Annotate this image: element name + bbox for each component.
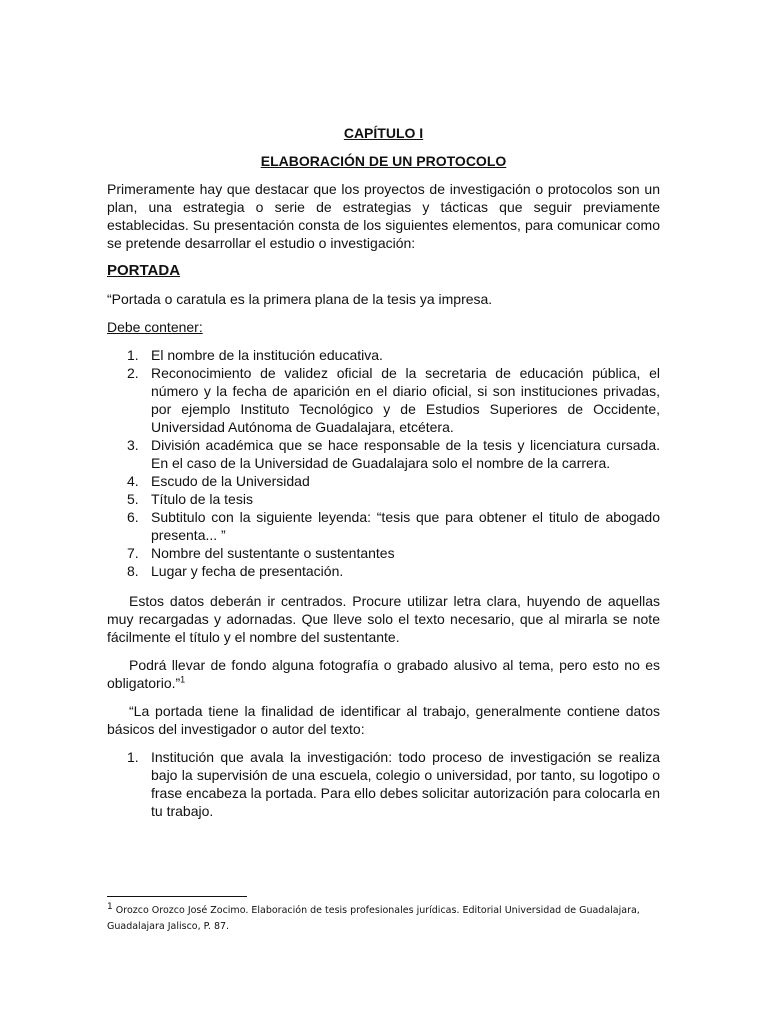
portada-elements-list [107, 346, 660, 580]
footnote-reference[interactable]: 1 [180, 674, 186, 685]
list-item [107, 544, 660, 562]
list-item-number: 2. [127, 365, 139, 381]
list-item-text: Título de la tesis [151, 491, 253, 507]
footnote-marker: 1 [107, 901, 113, 912]
list-item-text: Lugar y fecha de presentación. [151, 563, 344, 579]
list-item [107, 472, 660, 490]
list-item [107, 508, 660, 544]
footnote-area [107, 896, 660, 935]
list-item-text: Escudo de la Universidad [151, 473, 310, 489]
must-contain-label: Debe contener: [107, 319, 203, 335]
document-body [107, 124, 660, 832]
list-item-number: 1. [127, 347, 139, 363]
list-item-number: 7. [127, 545, 139, 561]
background-paragraph-text: Podrá llevar de fondo alguna fotografía o grabado alusivo al tema, pero esto no es obligatorio.” [107, 657, 660, 691]
list-item-number: 4. [127, 473, 139, 489]
list-item-number: 3. [127, 437, 139, 453]
list-item-text: Nombre del sustentante o sustentantes [151, 545, 395, 561]
footnote [107, 903, 660, 935]
list-item-number: 1. [127, 749, 139, 765]
chapter-title: CAPÍTULO I [343, 125, 424, 141]
list-item-text: Reconocimiento de validez oficial de la secretaria de educación pública, el número y la fecha de aparición en el diario oficial, si son instituciones privadas, por ejemplo Instituto Tecnológico y de Estudios Superiores de Occidente, Universidad Autónoma de Guadalajara, etcétera. [151, 365, 660, 435]
list-item-number: 5. [127, 491, 139, 507]
footnote-separator [107, 896, 247, 897]
list-item [107, 490, 660, 508]
list-item-text: El nombre de la institución educativa. [151, 347, 383, 363]
portada-heading: PORTADA [107, 262, 181, 279]
footnote-text: Orozco Orozco José Zocimo. Elaboración de tesis profesionales jurídicas. Editorial Universidad de Guadalajara, Guadalajara Jalisco, P. 87. [107, 905, 640, 932]
list-item-text: Institución que avala la investigación: todo proceso de investigación se realiza bajo la supervisión de una escuela, colegio o universidad, por tanto, su logotipo o frase encabeza la portada. Para ello debes solicitar autorización para colocarla en tu trabajo. [151, 749, 660, 819]
list-item [107, 748, 660, 820]
list-item-number: 6. [127, 509, 139, 525]
list-item-number: 8. [127, 563, 139, 579]
portada-quote: “Portada o caratula es la primera plana de la tesis ya impresa. [107, 291, 493, 307]
section-title: ELABORACIÓN DE UN PROTOCOLO [260, 153, 507, 169]
author-data-list [107, 748, 660, 820]
list-item [107, 346, 660, 364]
list-item-text: División académica que se hace responsable de la tesis y licenciatura cursada. En el caso de la Universidad de Guadalajara solo el nombre de la carrera. [151, 437, 660, 471]
list-item [107, 562, 660, 580]
list-item [107, 436, 660, 472]
intro-paragraph: Primeramente hay que destacar que los proyectos de investigación o protocolos son un plan, una estrategia o serie de estrategias y tácticas que seguir previamente establecidas. Su presentación consta de los siguientes elementos, para comunicar como se pretende desarrollar el estudio o investigación: [107, 181, 660, 251]
list-item [107, 364, 660, 436]
background-paragraph [107, 656, 660, 692]
purpose-paragraph: “La portada tiene la finalidad de identificar al trabajo, generalmente contiene datos básicos del investigador o autor del texto: [107, 703, 660, 737]
list-item-text: Subtitulo con la siguiente leyenda: “tesis que para obtener el titulo de abogado presenta... ” [151, 509, 660, 543]
centered-data-paragraph: Estos datos deberán ir centrados. Procure utilizar letra clara, huyendo de aquellas muy recargadas y adornadas. Que lleve solo el texto necesario, que al mirarla se note fácilmente el título y el nombre del sustentante. [107, 593, 660, 645]
